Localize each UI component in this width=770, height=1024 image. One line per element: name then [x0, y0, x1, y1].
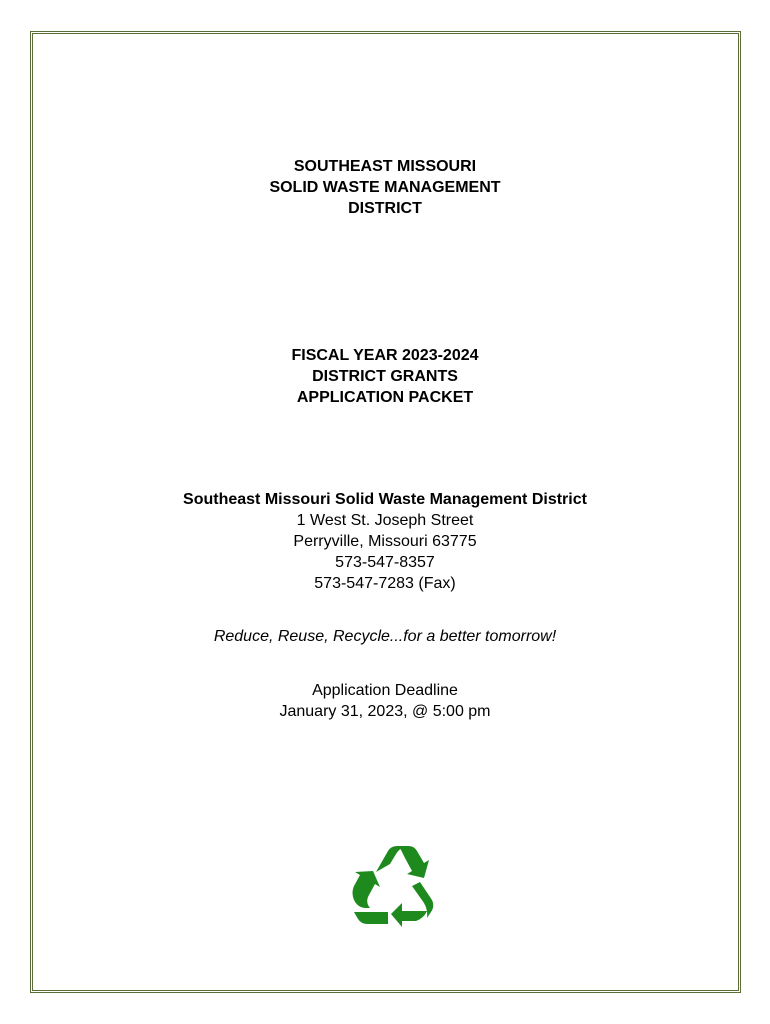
- slogan-text: Reduce, Reuse, Recycle...for a better tomorrow!: [213, 628, 557, 645]
- contact-street: 1 West St. Joseph Street: [296, 512, 474, 529]
- recycle-arrows: [353, 846, 434, 927]
- contact-info: [0, 489, 770, 594]
- recycle-arrow-left: [353, 871, 389, 924]
- deadline-date: January 31, 2023, @ 5:00 pm: [279, 703, 491, 720]
- packet-line-3: APPLICATION PACKET: [296, 389, 474, 406]
- packet-line-2: DISTRICT GRANTS: [312, 368, 458, 385]
- title-line-3: DISTRICT: [348, 200, 422, 217]
- contact-city: Perryville, Missouri 63775: [293, 533, 477, 550]
- packet-line-1: FISCAL YEAR 2023-2024: [291, 347, 479, 364]
- title-line-1: SOUTHEAST MISSOURI: [293, 158, 477, 175]
- slogan: [0, 626, 770, 647]
- application-deadline: [0, 680, 770, 722]
- recycle-arrow-top: [376, 846, 429, 878]
- district-title: [0, 156, 770, 219]
- recycle-icon: [350, 842, 438, 928]
- recycle-arrow-right: [391, 882, 433, 927]
- packet-title: [0, 345, 770, 408]
- deadline-label: Application Deadline: [312, 682, 458, 699]
- title-line-2: SOLID WASTE MANAGEMENT: [269, 179, 501, 196]
- contact-phone: 573-547-8357: [335, 554, 435, 571]
- contact-fax: 573-547-7283 (Fax): [314, 575, 456, 592]
- contact-name: Southeast Missouri Solid Waste Management District: [183, 491, 587, 508]
